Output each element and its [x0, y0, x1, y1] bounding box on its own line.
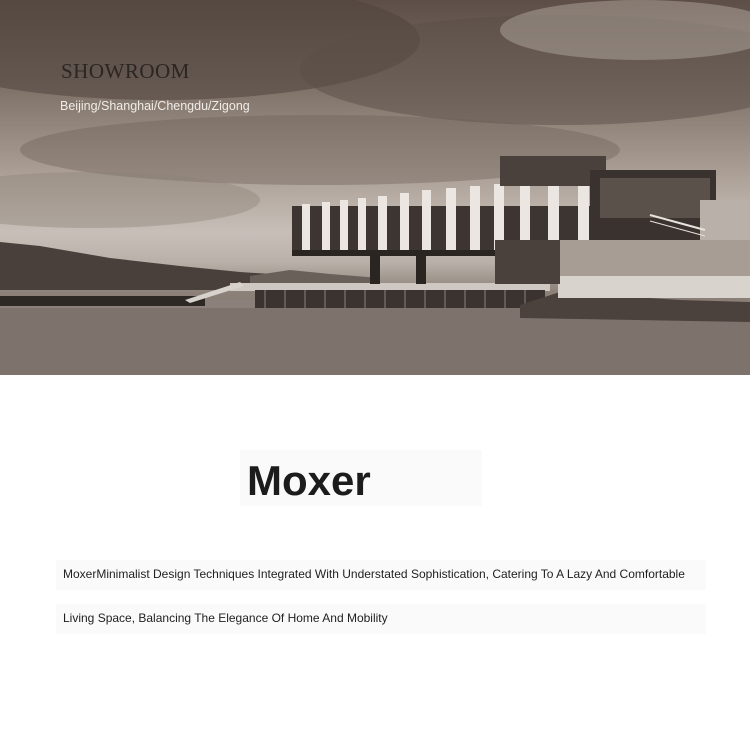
showroom-title: SHOWROOM: [61, 59, 190, 83]
description-line-2: Living Space, Balancing The Elegance Of Home And Mobility: [63, 611, 388, 625]
brand-name: Moxer: [247, 457, 371, 504]
description-line-1: MoxerMinimalist Design Techniques Integrated With Understated Sophistication, Catering To A Lazy And Comfortable: [63, 567, 685, 581]
showroom-cities: Beijing/Shanghai/Chengdu/Zigong: [60, 99, 250, 113]
